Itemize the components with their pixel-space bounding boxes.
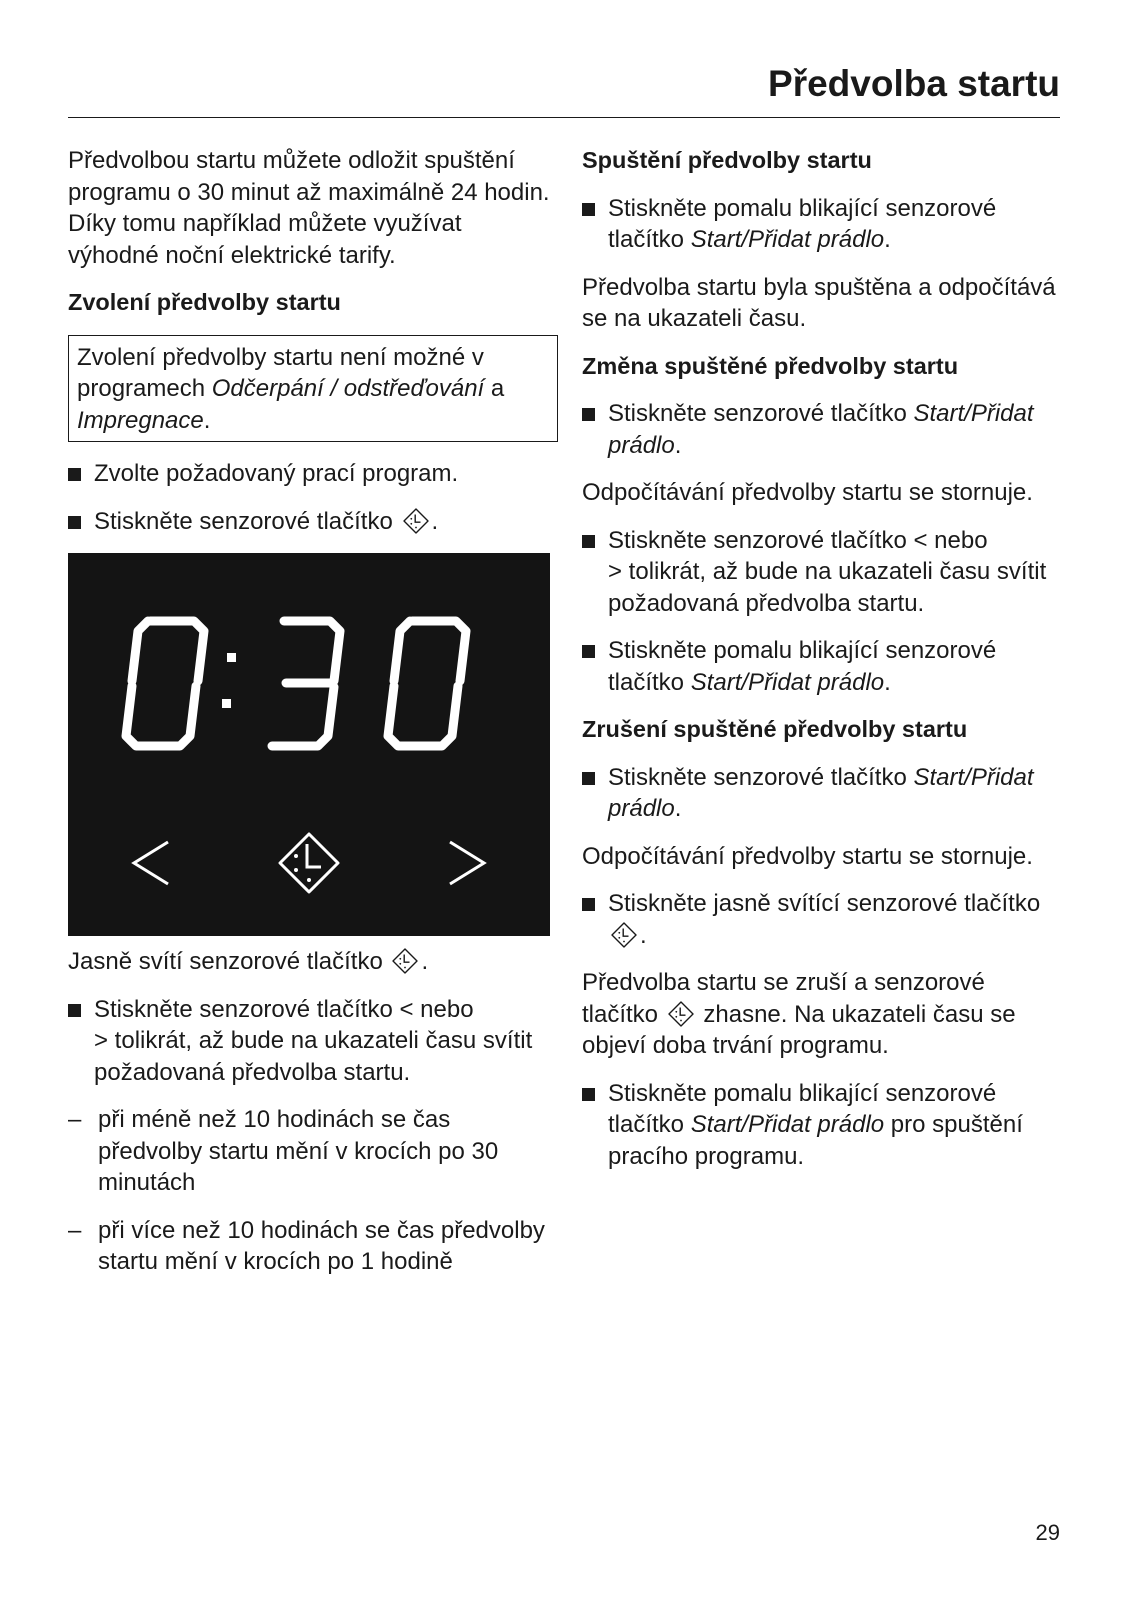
time-digits [126,621,466,746]
step-text: Stiskněte senzorové tlačítko [94,507,393,535]
control-panel-display [68,553,550,936]
dash-item-over-10h [68,1215,558,1278]
note-program-1: Odčerpání / odstřeďování [211,375,485,402]
delay-start-button-icon[interactable] [280,834,338,892]
paragraph-started: Předvolba startu byla spuštěna a odpočítává se na ukazateli času. [582,273,1056,332]
step-adjust-time [68,994,558,1089]
step-text: Stiskněte pomalu blikající senzorové tlačítko [608,194,997,253]
step-press-delay-button [582,888,1067,951]
step-text: . [640,921,647,949]
note-text: Zvolení předvolby startu není možné v programech [77,343,484,402]
step-text: Stiskněte jasně svítící senzorové tlačítko [608,890,1041,917]
para-text: Předvolba startu se zruší a senzorové tlačítko [582,969,985,1028]
dash-text: při méně než 10 hodinách se čas předvolby startu mění v krocích po 30 minutách [98,1106,499,1196]
right-column [582,145,1067,1188]
step-text: . [431,507,439,535]
dash-item-under-10h [68,1104,558,1199]
step-adjust-time [582,525,1067,620]
paragraph-cancelled: Odpočítávání předvolby startu se stornuje. [582,842,1033,870]
note-text: . [203,406,211,434]
dash-text: při více než 10 hodinách se čas předvolby startu mění v krocích po 1 hodině [98,1216,545,1275]
step-press-delay-button [68,506,558,538]
step-start-program [582,1078,1067,1173]
step-text: Stiskněte senzorové tlačítko [608,763,914,791]
step-select-program [68,458,558,490]
section-heading-start: Spuštění předvolby startu [582,147,872,173]
paragraph-delay-cleared [582,967,1067,1062]
page-title: Předvolba startu [768,63,1060,104]
step-text: . [674,431,682,459]
button-name: Start/Přidat prádlo [608,400,1034,459]
chevron-right-icon[interactable] [450,842,484,884]
note-program-2: Impregnace [77,406,204,434]
step-text: . [884,668,891,696]
step-text: Stiskněte senzorové tlačítko < nebo [608,526,988,554]
step-text: Stiskněte pomalu blikající senzorové tlačítko [608,637,997,696]
step-text: > tolikrát, až bude na ukazateli času svítit požadovaná předvolba startu. [608,558,1047,617]
step-text: . [884,226,891,253]
delay-start-clock-icon [610,921,638,949]
step-confirm-start [582,635,1067,698]
delay-start-clock-icon [402,507,430,535]
step-text: Stiskněte senzorové tlačítko < nebo [94,995,474,1023]
button-name: Start/Přidat prádlo [690,1111,885,1138]
step-press-start-cancel [582,762,1067,825]
step-text: Zvolte požadovaný prací program. [94,460,459,487]
step-start-delay [582,193,1067,256]
section-heading-select: Zvolení předvolby startu [68,289,341,315]
note-text: a [484,375,505,402]
button-name: Start/Přidat prádlo [608,763,1034,822]
intro-paragraph: Předvolbou startu můžete odložit spuštění programu o 30 minut až maximálně 24 hodin. Díky tomu například můžete využívat výhodné noční elektrické tarify. [68,147,550,269]
step-text: pro spuštění pracího programu. [608,1111,1023,1170]
left-column [68,145,558,1294]
step-text: Stiskněte senzorové tlačítko [608,400,914,427]
note-box [68,335,558,443]
page-number: 29 [1035,1520,1060,1545]
para-text: Jasně svítí senzorové tlačítko [68,948,383,975]
step-text: > tolikrát, až bude na ukazateli času svítit požadovaná předvolba startu. [94,1027,533,1086]
delay-start-clock-icon [667,1000,695,1028]
title-divider [68,117,1060,118]
paragraph-cancelled: Odpočítávání předvolby startu se stornuje. [582,479,1033,506]
step-press-start [582,398,1067,461]
step-text: Stiskněte pomalu blikající senzorové tlačítko [608,1079,997,1138]
step-text: . [674,795,682,822]
delay-start-clock-icon [391,947,419,975]
para-text: zhasne. Na ukazateli času se objeví doba trvání programu. [582,1000,1016,1059]
button-name: Start/Přidat prádlo [690,668,885,696]
button-name: Start/Přidat prádlo [690,226,885,253]
section-heading-cancel: Zrušení spuštěné předvolby startu [582,716,968,742]
after-display-paragraph [68,946,558,978]
section-heading-change: Změna spuštěné předvolby startu [582,352,959,379]
time-readout [68,589,550,621]
chevron-left-icon[interactable] [134,842,168,884]
para-text: . [421,948,429,975]
